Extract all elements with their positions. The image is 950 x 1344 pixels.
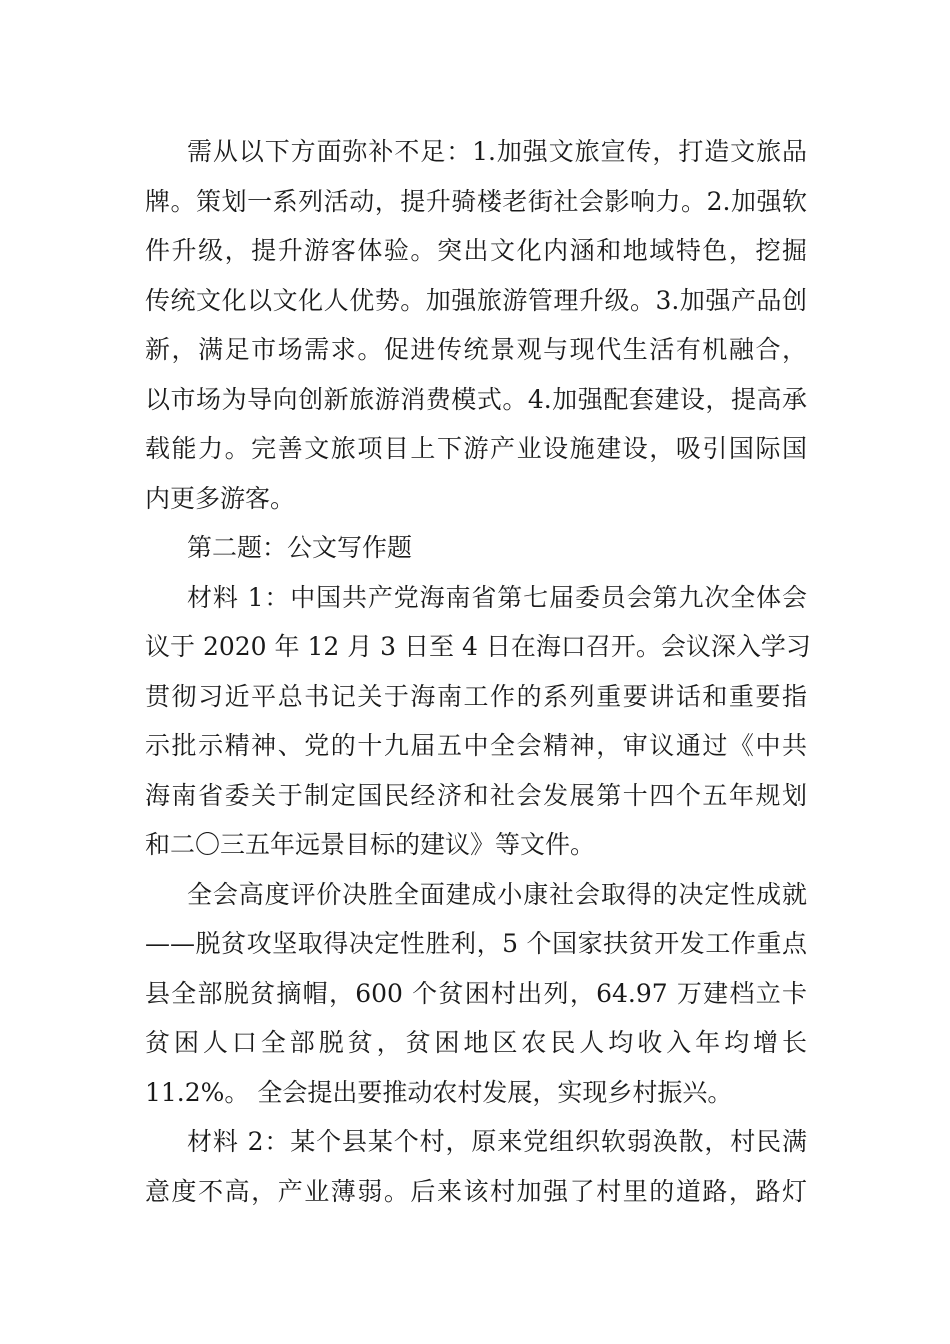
paragraph-line: 传统文化以文化人优势。加强旅游管理升级。3.加强产品创 [145, 286, 807, 315]
paragraph-line: 载能力。完善文旅项目上下游产业设施建设，吸引国际国 [145, 434, 807, 463]
paragraph-line: 贫困人口全部脱贫，贫困地区农民人均收入年均增长 [145, 1028, 807, 1057]
paragraph-line: 需从以下方面弥补不足：1.加强文旅宣传，打造文旅品 [187, 137, 807, 166]
paragraph-line: 以市场为导向创新旅游消费模式。4.加强配套建设，提高承 [145, 385, 807, 414]
paragraph-line: 意度不高，产业薄弱。后来该村加强了村里的道路，路灯 [145, 1177, 807, 1206]
paragraph-line: 新，满足市场需求。促进传统景观与现代生活有机融合， [145, 335, 807, 364]
paragraph-line: 议于 2020 年 12 月 3 日至 4 日在海口召开。会议深入学习 [145, 632, 811, 661]
section-heading: 第二题：公文写作题 [187, 533, 413, 562]
paragraph-line: 全会高度评价决胜全面建成小康社会取得的决定性成就 [187, 880, 807, 909]
paragraph-line: 件升级，提升游客体验。突出文化内涵和地域特色，挖掘 [145, 236, 807, 265]
paragraph-line: 材料 1：中国共产党海南省第七届委员会第九次全体会 [187, 583, 807, 612]
paragraph-line: 材料 2：某个县某个村，原来党组织软弱涣散，村民满 [187, 1127, 807, 1156]
paragraph-line: 牌。策划一系列活动，提升骑楼老街社会影响力。2.加强软 [145, 187, 807, 216]
paragraph-line: 内更多游客。 [145, 484, 296, 513]
paragraph-line: 县全部脱贫摘帽，600 个贫困村出列，64.97 万建档立卡 [145, 979, 807, 1008]
paragraph-line: 示批示精神、党的十九届五中全会精神，审议通过《中共 [145, 731, 807, 760]
paragraph-line: 11.2%。 全会提出要推动农村发展，实现乡村振兴。 [145, 1078, 733, 1107]
paragraph-line: 海南省委关于制定国民经济和社会发展第十四个五年规划 [145, 781, 807, 810]
paragraph-line: ——脱贫攻坚取得决定性胜利，5 个国家扶贫开发工作重点 [145, 929, 807, 958]
paragraph-line: 和二〇三五年远景目标的建议》等文件。 [145, 830, 596, 859]
paragraph-line: 贯彻习近平总书记关于海南工作的系列重要讲话和重要指 [145, 682, 807, 711]
